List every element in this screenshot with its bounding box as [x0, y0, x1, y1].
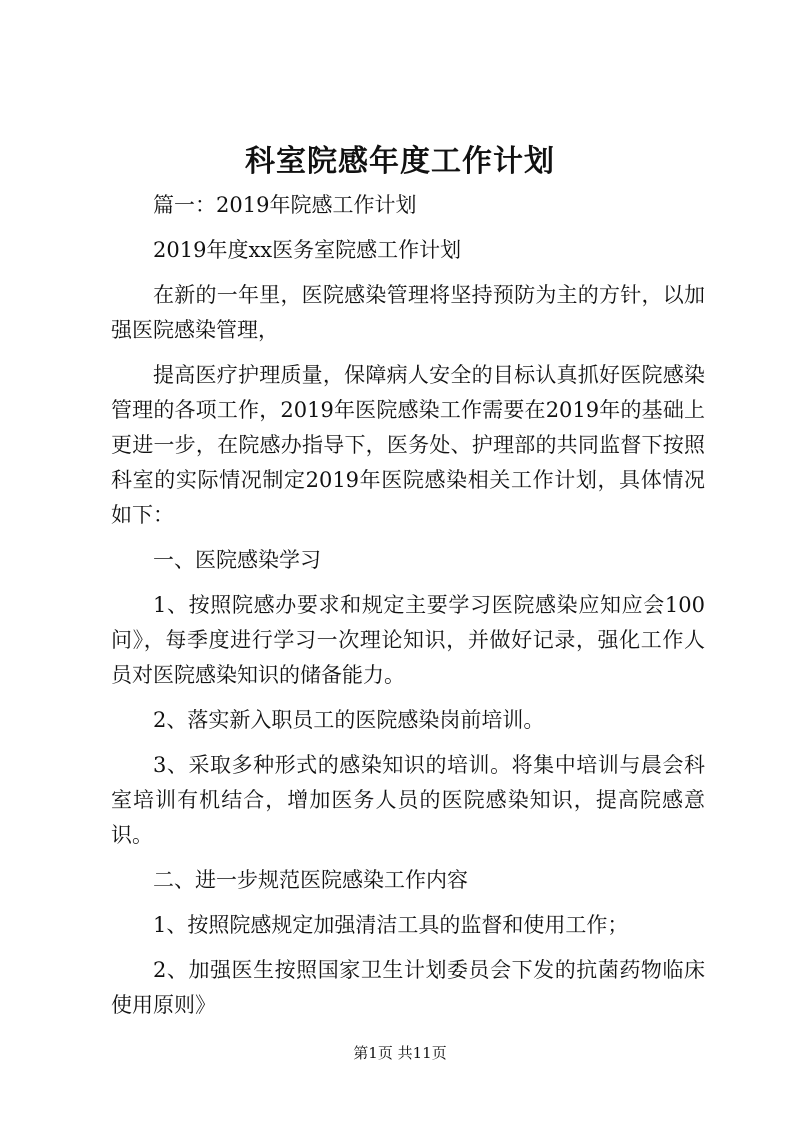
paragraph-section-heading: 篇一：2019年院感工作计划	[153, 193, 417, 217]
document-title: 科室院感年度工作计划	[245, 144, 555, 179]
heading-standardize-work: 二、进一步规范医院感染工作内容	[153, 868, 468, 892]
document-body	[111, 188, 705, 1033]
page-number-footer: 第1页 共11页	[353, 1044, 447, 1062]
paragraph-learning-item-3: 3、采取多种形式的感染知识的培训。将集中培训与晨会科室培训有机结合，增加医务人员的医院感染知识，提高院感意识。	[111, 753, 705, 847]
paragraph-learning-item-2: 2、落实新入职员工的医院感染岗前培训。	[153, 708, 545, 732]
paragraph-work-item-1: 1、按照院感规定加强清洁工具的监督和使用工作；	[153, 913, 629, 937]
paragraph-plan-title: 2019年度xx医务室院感工作计划	[153, 238, 462, 262]
paragraph-work-item-2: 2、加强医生按照国家卫生计划委员会下发的抗菌药物临床使用原则》	[111, 958, 705, 1017]
heading-infection-learning: 一、医院感染学习	[153, 548, 321, 572]
paragraph-goals: 提高医疗护理质量，保障病人安全的目标认真抓好医院感染管理的各项工作，2019年医院感染工作需要在2019年的基础上更进一步，在院感办指导下，医务处、护理部的共同监督下按照科室的实际情况制定2019年医院感染相关工作计划，具体情况如下：	[111, 363, 705, 527]
paragraph-learning-item-1: 1、按照院感办要求和规定主要学习医院感染应知应会100问》，每季度进行学习一次理论知识，并做好记录，强化工作人员对医院感染知识的储备能力。	[111, 593, 705, 687]
paragraph-intro: 在新的一年里，医院感染管理将坚持预防为主的方针，以加强医院感染管理，	[111, 283, 705, 342]
